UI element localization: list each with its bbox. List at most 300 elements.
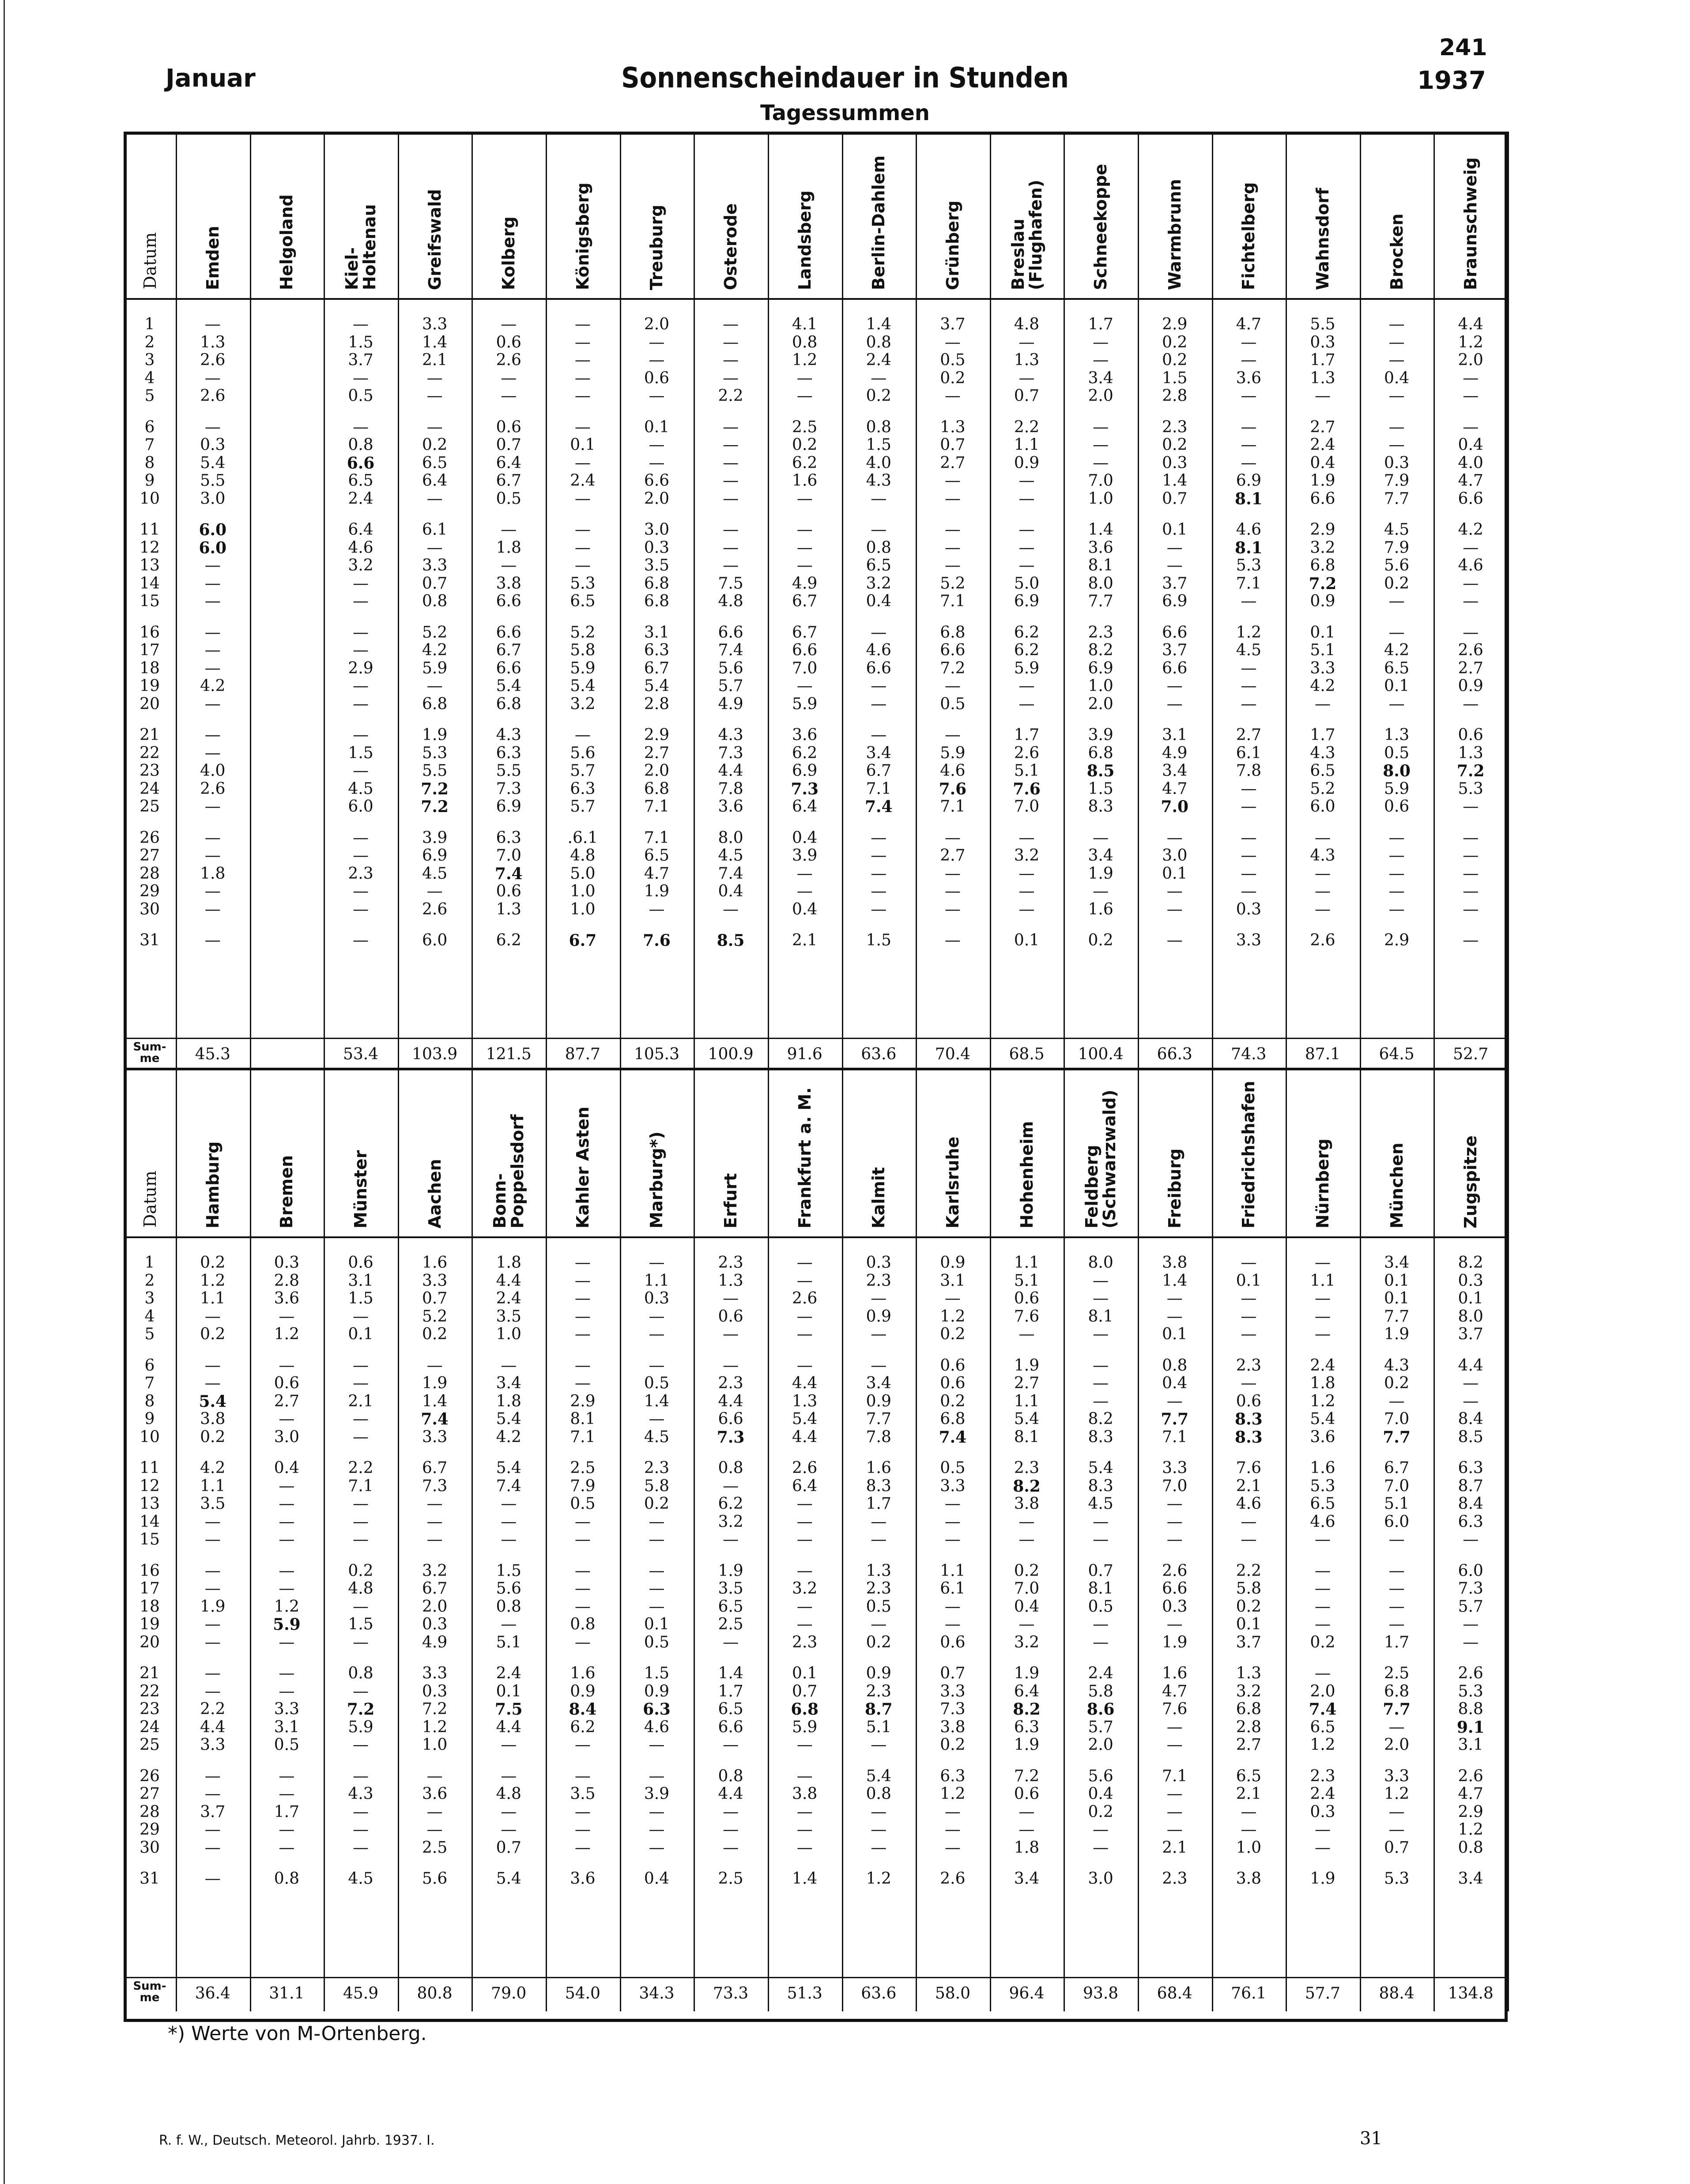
data-cell: 1.9: [1162, 1633, 1188, 1651]
data-cell: 5.8: [1088, 1682, 1113, 1700]
data-cell: —: [1463, 1633, 1479, 1651]
data-cell: 6.7: [496, 472, 521, 490]
data-cell: 1.8: [496, 538, 521, 557]
data-cell: —: [501, 521, 517, 539]
data-cell: 2.6: [1458, 1664, 1483, 1682]
data-cell: 0.4: [1162, 1374, 1188, 1392]
data-cell: 4.3: [348, 1785, 373, 1803]
data-cell: 1.3: [1384, 726, 1410, 744]
data-cell: 7.0: [1384, 1477, 1410, 1495]
data-cell: —: [1166, 1821, 1183, 1839]
data-cell: 6.9: [496, 797, 521, 816]
data-cell: —: [353, 677, 369, 695]
data-cell: 3.2: [422, 1561, 448, 1580]
data-cell: 6.5: [1236, 1767, 1261, 1785]
data-cell: 2.9: [1310, 521, 1335, 539]
data-cell: 1.8: [200, 864, 226, 883]
data-cell: —: [353, 641, 369, 659]
data-cell: 7.5: [718, 574, 743, 593]
data-cell: —: [204, 1530, 221, 1549]
data-cell: —: [723, 1633, 739, 1651]
data-cell: 0.4: [718, 882, 743, 900]
data-cell: 4.4: [200, 1718, 226, 1736]
data-cell: —: [574, 1579, 591, 1598]
data-cell: 2.2: [1236, 1561, 1261, 1580]
data-cell: 5.5: [496, 762, 521, 780]
data-cell: —: [649, 333, 665, 351]
data-cell: 2.6: [792, 1459, 818, 1477]
data-cell: 7.6: [1014, 1307, 1040, 1326]
data-cell: 0.7: [496, 1838, 521, 1857]
data-cell: 1.2: [866, 1870, 891, 1888]
data-cell: —: [574, 1736, 591, 1754]
day-number: 1: [144, 315, 155, 333]
data-cell: 2.6: [200, 351, 226, 369]
data-cell: —: [1093, 1374, 1109, 1392]
data-cell: 7.6: [1162, 1700, 1188, 1718]
data-cell: —: [1093, 1821, 1109, 1839]
data-cell: —: [574, 351, 591, 369]
data-cell: 7.3: [791, 779, 819, 798]
data-cell: —: [871, 1289, 887, 1307]
data-cell: 7.1: [866, 779, 891, 798]
data-cell: 6.8: [1310, 556, 1335, 574]
data-cell: 6.7: [866, 762, 891, 780]
data-cell: 3.4: [1162, 762, 1188, 780]
sum-cell: 45.9: [343, 1984, 379, 2003]
data-cell: —: [796, 677, 813, 695]
data-cell: 6.7: [496, 641, 521, 659]
data-cell: 1.9: [422, 726, 448, 744]
day-number: 28: [140, 864, 160, 883]
data-cell: —: [1314, 900, 1331, 918]
data-cell: 4.2: [1384, 641, 1410, 659]
data-cell: —: [204, 369, 221, 387]
data-cell: 3.7: [940, 315, 966, 333]
day-number: 14: [140, 1512, 160, 1531]
data-cell: 5.4: [1088, 1459, 1113, 1477]
day-number: 31: [140, 931, 160, 949]
data-cell: 2.3: [866, 1579, 891, 1598]
data-cell: 0.9: [1310, 592, 1335, 610]
data-cell: 1.7: [866, 1495, 891, 1513]
station-header: Greifswald: [425, 189, 445, 290]
data-cell: —: [871, 1615, 887, 1633]
data-cell: 3.8: [1014, 1495, 1040, 1513]
day-number: 31: [140, 1870, 160, 1888]
data-cell: —: [649, 1767, 665, 1785]
station-header: Hohenheim: [1017, 1121, 1037, 1228]
data-cell: 0.8: [274, 1870, 300, 1888]
data-cell: —: [649, 1325, 665, 1343]
data-cell: —: [204, 931, 221, 949]
data-cell: 5.4: [496, 1870, 521, 1888]
data-cell: —: [1388, 592, 1405, 610]
data-cell: 1.3: [1236, 1664, 1261, 1682]
data-cell: 2.0: [422, 1597, 448, 1616]
day-number: 26: [140, 1767, 160, 1785]
data-cell: 6.5: [1310, 762, 1335, 780]
data-cell: 8.1: [1014, 1428, 1040, 1446]
data-cell: 1.0: [1088, 489, 1113, 508]
data-cell: 0.3: [1236, 900, 1261, 918]
data-cell: 2.4: [570, 472, 596, 490]
data-cell: —: [279, 1633, 295, 1651]
data-cell: 2.6: [940, 1870, 966, 1888]
data-cell: 6.8: [1384, 1682, 1410, 1700]
station-header: Treuburg: [647, 204, 667, 290]
data-cell: —: [796, 1254, 813, 1272]
data-cell: 2.6: [1458, 641, 1483, 659]
data-cell: 1.4: [1162, 1271, 1188, 1290]
data-cell: 5.2: [1310, 779, 1335, 798]
station-header: Kalmit: [869, 1167, 889, 1228]
data-cell: 1.4: [1162, 472, 1188, 490]
data-cell: 1.3: [792, 1392, 818, 1410]
data-cell: 6.2: [792, 744, 818, 762]
source-citation: R. f. W., Deutsch. Meteorol. Jahrb. 1937. I.: [159, 2133, 435, 2148]
data-cell: 6.2: [570, 1718, 596, 1736]
data-cell: 4.2: [422, 641, 448, 659]
data-cell: 3.6: [718, 797, 743, 816]
data-cell: 6.8: [791, 1700, 819, 1719]
data-cell: 4.6: [1458, 556, 1483, 574]
date-column-header: Datum: [140, 1171, 160, 1228]
data-cell: 5.2: [570, 623, 596, 642]
day-number: 20: [140, 1633, 160, 1651]
sum-cell: 66.3: [1157, 1045, 1192, 1063]
station-header: Friedrichshafen: [1239, 1081, 1259, 1228]
day-number: 8: [144, 1392, 155, 1410]
data-cell: —: [1019, 695, 1035, 713]
data-cell: 7.1: [1162, 1767, 1188, 1785]
data-cell: —: [574, 1561, 591, 1580]
data-cell: 2.4: [1310, 1356, 1335, 1375]
data-cell: 6.0: [422, 931, 448, 949]
data-cell: 1.4: [1088, 521, 1113, 539]
sum-cell: 51.3: [787, 1984, 822, 2003]
day-number: 2: [144, 1271, 155, 1290]
data-cell: 6.1: [1236, 744, 1261, 762]
data-cell: 2.7: [1458, 659, 1483, 677]
data-cell: 2.5: [422, 1838, 448, 1857]
data-cell: —: [1019, 333, 1035, 351]
data-cell: 1.2: [422, 1718, 448, 1736]
data-cell: 3.1: [940, 1271, 966, 1290]
data-cell: 2.3: [1088, 623, 1113, 642]
data-cell: —: [1241, 1307, 1257, 1326]
data-cell: 4.6: [866, 641, 891, 659]
data-cell: 6.3: [496, 744, 521, 762]
station-header: Freiburg: [1165, 1148, 1185, 1228]
data-cell: 4.9: [422, 1633, 448, 1651]
data-cell: —: [796, 1767, 813, 1785]
data-cell: —: [944, 556, 961, 574]
data-cell: 6.7: [422, 1459, 448, 1477]
station-header: Bonn- Poppelsdorf: [490, 1114, 528, 1228]
data-cell: —: [1093, 1530, 1109, 1549]
data-cell: —: [944, 538, 961, 557]
data-cell: 1.8: [1014, 1838, 1040, 1857]
data-cell: 0.2: [1384, 1374, 1410, 1392]
data-cell: 4.7: [644, 864, 670, 883]
station-header: Karlsruhe: [943, 1136, 962, 1228]
data-cell: 4.3: [866, 472, 891, 490]
data-cell: 1.9: [1088, 864, 1113, 883]
data-cell: —: [1019, 1802, 1035, 1821]
data-cell: 0.9: [570, 1682, 596, 1700]
data-cell: 1.5: [348, 1289, 373, 1307]
data-cell: 0.7: [1384, 1838, 1410, 1857]
data-cell: 0.2: [1014, 1561, 1040, 1580]
data-cell: —: [1241, 1374, 1257, 1392]
data-cell: 0.8: [866, 418, 891, 436]
data-cell: —: [723, 418, 739, 436]
data-cell: 3.4: [1088, 369, 1113, 387]
data-cell: 0.2: [1088, 1802, 1113, 1821]
data-cell: —: [649, 1512, 665, 1531]
data-cell: —: [1463, 623, 1479, 642]
data-cell: 0.2: [940, 1392, 966, 1410]
data-cell: 3.5: [200, 1495, 226, 1513]
data-cell: 0.2: [422, 436, 448, 454]
data-cell: 3.1: [348, 1271, 373, 1290]
data-cell: —: [279, 1838, 295, 1857]
data-cell: —: [1019, 900, 1035, 918]
data-cell: 1.2: [1384, 1785, 1410, 1803]
data-cell: 4.8: [718, 592, 743, 610]
station-header: Schneekoppe: [1091, 163, 1111, 290]
data-cell: 0.6: [644, 369, 670, 387]
data-cell: 2.3: [1162, 418, 1188, 436]
data-cell: —: [944, 521, 961, 539]
data-cell: 6.5: [1384, 659, 1410, 677]
sum-rule: [124, 1038, 1508, 1039]
data-cell: 2.2: [1014, 418, 1040, 436]
data-cell: —: [1388, 1561, 1405, 1580]
data-cell: 6.3: [570, 779, 596, 798]
data-cell: 2.6: [1014, 744, 1040, 762]
data-cell: —: [574, 521, 591, 539]
data-cell: —: [1019, 538, 1035, 557]
data-cell: 5.7: [570, 762, 596, 780]
data-cell: 0.4: [792, 828, 818, 847]
data-cell: —: [796, 1512, 813, 1531]
data-cell: —: [574, 1356, 591, 1375]
data-cell: —: [1241, 882, 1257, 900]
data-cell: 2.3: [1236, 1356, 1261, 1375]
data-cell: —: [574, 1821, 591, 1839]
data-cell: 5.4: [200, 453, 226, 472]
data-cell: 0.1: [348, 1325, 373, 1343]
data-cell: 1.5: [644, 1664, 670, 1682]
sum-cell: 79.0: [491, 1984, 527, 2003]
data-cell: 0.5: [274, 1736, 300, 1754]
data-cell: 0.5: [1088, 1597, 1113, 1616]
data-cell: 9.1: [1456, 1718, 1485, 1737]
data-cell: 2.3: [348, 864, 373, 883]
data-cell: —: [1093, 882, 1109, 900]
data-cell: —: [574, 1374, 591, 1392]
data-cell: 2.5: [718, 1615, 743, 1633]
data-cell: 3.3: [200, 1736, 226, 1754]
day-number: 21: [140, 726, 160, 744]
sum-cell: 70.4: [935, 1045, 970, 1063]
data-cell: —: [1463, 797, 1479, 816]
data-cell: 6.0: [199, 521, 227, 539]
day-number: 5: [144, 1325, 155, 1343]
data-cell: —: [426, 369, 443, 387]
data-cell: —: [944, 472, 961, 490]
data-cell: —: [353, 1736, 369, 1754]
day-number: 27: [140, 1785, 160, 1803]
data-cell: —: [871, 695, 887, 713]
data-cell: 3.4: [1014, 1870, 1040, 1888]
data-cell: 0.7: [1162, 489, 1188, 508]
station-header: Münster: [351, 1150, 371, 1228]
data-cell: 5.8: [570, 641, 596, 659]
data-cell: 0.2: [1162, 351, 1188, 369]
sum-cell: 54.0: [565, 1984, 600, 2003]
data-cell: —: [871, 489, 887, 508]
data-cell: 3.5: [496, 1307, 521, 1326]
data-cell: 3.4: [1458, 1870, 1483, 1888]
data-cell: 1.2: [1310, 1392, 1335, 1410]
data-cell: 3.2: [718, 1512, 743, 1531]
data-cell: 2.2: [348, 1459, 373, 1477]
data-cell: 8.1: [1235, 538, 1263, 557]
data-cell: 0.2: [200, 1254, 226, 1272]
day-number: 24: [140, 779, 160, 798]
data-cell: 1.0: [422, 1736, 448, 1754]
data-cell: 5.3: [1384, 1870, 1410, 1888]
data-cell: 0.5: [496, 489, 521, 508]
data-cell: —: [574, 453, 591, 472]
data-cell: 3.4: [496, 1374, 521, 1392]
data-cell: 2.1: [348, 1392, 373, 1410]
data-cell: —: [501, 1512, 517, 1531]
data-cell: 0.9: [866, 1307, 891, 1326]
station-header: Kahler Asten: [573, 1107, 592, 1228]
data-cell: 7.4: [1309, 1700, 1337, 1719]
data-cell: 0.3: [200, 436, 226, 454]
data-cell: —: [1166, 1615, 1183, 1633]
page-title: Sonnenscheindauer in Stunden: [621, 62, 1069, 94]
data-cell: 7.1: [940, 797, 966, 816]
data-cell: .6.1: [567, 828, 598, 847]
data-cell: —: [1019, 1615, 1035, 1633]
data-cell: 6.5: [348, 472, 373, 490]
data-cell: —: [1463, 387, 1479, 405]
data-cell: 6.6: [940, 641, 966, 659]
data-cell: —: [353, 592, 369, 610]
data-cell: 6.0: [1458, 1561, 1483, 1580]
data-cell: 6.5: [718, 1700, 743, 1718]
data-cell: —: [796, 489, 813, 508]
data-cell: —: [353, 1530, 369, 1549]
data-cell: —: [574, 1597, 591, 1616]
data-cell: 1.9: [200, 1597, 226, 1616]
data-cell: —: [1093, 828, 1109, 847]
data-cell: 1.1: [200, 1477, 226, 1495]
data-cell: 1.0: [1088, 677, 1113, 695]
data-cell: 0.2: [940, 369, 966, 387]
data-cell: 0.3: [1310, 1802, 1335, 1821]
data-cell: 5.6: [1088, 1767, 1113, 1785]
data-cell: —: [1314, 828, 1331, 847]
data-cell: 1.9: [1014, 1736, 1040, 1754]
data-cell: 6.2: [1014, 623, 1040, 642]
data-cell: —: [204, 726, 221, 744]
data-cell: 0.5: [1384, 744, 1410, 762]
data-cell: —: [574, 1271, 591, 1290]
data-cell: —: [944, 726, 961, 744]
data-cell: —: [1166, 1802, 1183, 1821]
data-cell: 6.6: [1162, 659, 1188, 677]
data-cell: —: [944, 882, 961, 900]
data-cell: 2.4: [496, 1289, 521, 1307]
data-cell: 0.4: [1384, 369, 1410, 387]
data-cell: 2.7: [1014, 1374, 1040, 1392]
data-cell: 4.2: [496, 1428, 521, 1446]
data-cell: 3.8: [496, 574, 521, 593]
data-cell: 1.3: [200, 333, 226, 351]
station-header: Braunschweig: [1461, 157, 1481, 290]
data-cell: 2.9: [570, 1392, 596, 1410]
data-cell: —: [574, 1289, 591, 1307]
day-number: 4: [144, 369, 155, 387]
day-number: 16: [140, 623, 160, 642]
data-cell: 2.9: [1458, 1802, 1483, 1821]
data-cell: 1.9: [1014, 1356, 1040, 1375]
data-cell: 1.1: [1014, 1392, 1040, 1410]
data-cell: 0.7: [1088, 1561, 1113, 1580]
data-cell: 5.6: [496, 1579, 521, 1598]
data-cell: 0.8: [348, 436, 373, 454]
sum-cell: 53.4: [343, 1045, 379, 1063]
data-cell: —: [1093, 1356, 1109, 1375]
data-cell: 2.1: [1162, 1838, 1188, 1857]
data-cell: 0.2: [940, 1325, 966, 1343]
data-cell: 4.0: [200, 762, 226, 780]
data-cell: 6.3: [643, 1700, 671, 1719]
data-cell: 0.6: [496, 882, 521, 900]
data-cell: —: [426, 1821, 443, 1839]
data-cell: —: [944, 333, 961, 351]
data-cell: —: [1166, 1289, 1183, 1307]
data-cell: 6.8: [1088, 744, 1113, 762]
data-cell: 0.1: [1458, 1289, 1483, 1307]
data-cell: 5.2: [940, 574, 966, 593]
station-header: Bremen: [277, 1155, 297, 1228]
data-cell: 8.3: [1235, 1428, 1263, 1447]
data-cell: 6.7: [792, 623, 818, 642]
station-header: Aachen: [425, 1159, 445, 1228]
data-cell: 2.4: [1088, 1664, 1113, 1682]
station-header: Nürnberg: [1313, 1138, 1332, 1228]
data-cell: 1.9: [718, 1561, 743, 1580]
data-cell: —: [796, 556, 813, 574]
data-cell: 0.8: [348, 1664, 373, 1682]
data-cell: —: [944, 1838, 961, 1857]
data-cell: 1.4: [644, 1392, 670, 1410]
data-cell: 5.4: [496, 1459, 521, 1477]
data-cell: —: [426, 677, 443, 695]
data-cell: 0.2: [1384, 574, 1410, 593]
data-cell: —: [871, 846, 887, 865]
data-cell: 0.1: [1384, 1289, 1410, 1307]
data-cell: —: [723, 1530, 739, 1549]
